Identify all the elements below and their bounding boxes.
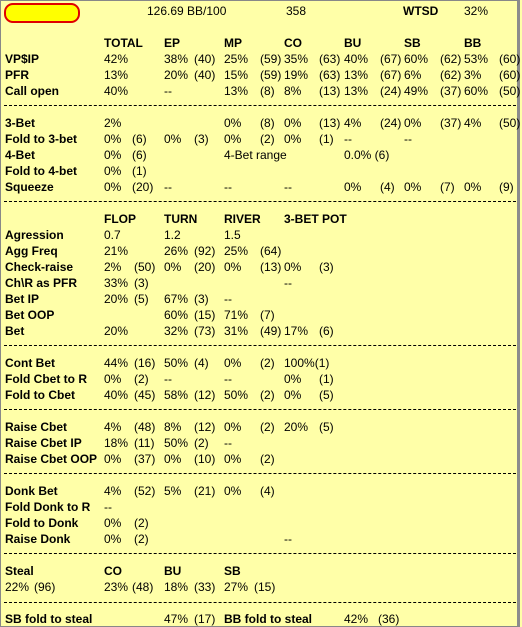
stat-cell: 13%: [224, 84, 249, 98]
stat-label: Fold to Cbet: [5, 388, 75, 402]
stat-cell: 0%: [344, 180, 362, 194]
stat-cell: (37): [134, 452, 156, 466]
stat-cell: 50%: [224, 388, 249, 402]
stat-cell: 20%: [164, 68, 189, 82]
stat-cell: (40): [194, 68, 216, 82]
stat-cell: 8%: [284, 84, 302, 98]
wtsd-value: 32%: [464, 4, 489, 18]
stat-cell: 42%: [104, 52, 129, 66]
stat-cell: (10): [194, 452, 216, 466]
stat-cell: 0%: [284, 116, 302, 130]
street-header: 3-BET POT: [284, 212, 347, 226]
stat-cell: (7): [260, 308, 275, 322]
stat-cell: (1): [132, 164, 147, 178]
stat-cell: 0%: [284, 132, 302, 146]
stat-cell: 60%: [464, 84, 489, 98]
stat-cell: (2): [194, 436, 209, 450]
steal-position: CO: [104, 564, 122, 578]
stat-cell: (2): [134, 372, 149, 386]
stat-cell: --: [224, 292, 232, 306]
stat-cell: 0%: [224, 356, 242, 370]
stat-cell: 0%: [164, 260, 182, 274]
steal-total-count: (96): [34, 580, 56, 594]
stat-label: Check-raise: [5, 260, 74, 274]
stat-cell: 71%: [224, 308, 249, 322]
stat-cell: 20%: [104, 292, 129, 306]
stat-cell: 32%: [164, 324, 189, 338]
stat-cell: 31%: [224, 324, 249, 338]
stat-cell: 2%: [104, 116, 122, 130]
stat-cell: (73): [194, 324, 216, 338]
stat-cell: 18%: [104, 436, 129, 450]
stat-cell: 13%: [344, 84, 369, 98]
stat-cell: 8%: [164, 420, 182, 434]
stat-cell: --: [104, 500, 112, 514]
stat-cell: (52): [134, 484, 156, 498]
stat-cell: (50): [499, 116, 521, 130]
stat-cell: 4%: [104, 484, 122, 498]
stat-label: Bet: [5, 324, 25, 338]
section-divider: [4, 409, 516, 410]
stat-cell: (3): [134, 276, 149, 290]
stat-cell: (4): [380, 180, 395, 194]
stat-cell: --: [284, 180, 292, 194]
stat-cell: 60%: [164, 308, 189, 322]
stat-cell: (49): [260, 324, 282, 338]
stat-cell: 20%: [104, 324, 129, 338]
stat-cell: (63): [319, 52, 341, 66]
steal-count: (48): [132, 580, 154, 594]
stat-cell: (6): [132, 148, 147, 162]
stat-cell: (2): [260, 420, 275, 434]
steal-total: 22%: [5, 580, 30, 594]
stat-cell: 0%: [104, 532, 122, 546]
stat-cell: 38%: [164, 52, 189, 66]
stat-cell: 50%: [164, 356, 189, 370]
stat-cell: (63): [319, 68, 341, 82]
stat-cell: (9): [499, 180, 514, 194]
stat-cell: 0%: [164, 132, 182, 146]
stat-cell: (59): [260, 68, 282, 82]
stat-cell: (2): [134, 516, 149, 530]
steal-position: SB: [224, 564, 241, 578]
stat-cell: 60%: [404, 52, 429, 66]
stat-cell: (2): [260, 452, 275, 466]
section-divider: [4, 602, 516, 603]
stat-cell: (20): [132, 180, 154, 194]
stat-label: Squeeze: [5, 180, 54, 194]
steal-count: (33): [194, 580, 216, 594]
stat-cell: (24): [380, 116, 402, 130]
stat-cell: (20): [194, 260, 216, 274]
street-header: RIVER: [224, 212, 261, 226]
stat-cell: 40%: [104, 84, 129, 98]
stat-cell: (4): [260, 484, 275, 498]
stat-cell: (60): [499, 68, 521, 82]
stat-cell: (67): [380, 68, 402, 82]
stat-cell: 20%: [284, 420, 309, 434]
stat-cell: (62): [440, 68, 462, 82]
stat-cell: 0%: [224, 420, 242, 434]
stat-cell: (40): [194, 52, 216, 66]
stat-label: Fold to 4-bet: [5, 164, 77, 178]
stat-cell: 2%: [104, 260, 122, 274]
stat-cell: (62): [440, 52, 462, 66]
stat-cell: --: [224, 436, 232, 450]
stat-label: Raise Donk: [5, 532, 71, 546]
stat-cell: (1): [319, 372, 334, 386]
stat-cell: 44%: [104, 356, 129, 370]
stat-cell: 0%: [104, 372, 122, 386]
stat-cell: (64): [260, 244, 282, 258]
stat-cell: 0%: [284, 260, 302, 274]
section-divider: [4, 105, 516, 106]
sb-fold-count: (17): [194, 612, 216, 626]
hands-count: 358: [286, 4, 307, 18]
stat-cell: --: [344, 132, 352, 146]
stat-cell: (2): [134, 532, 149, 546]
stat-cell: 35%: [284, 52, 309, 66]
stat-cell: (11): [134, 436, 155, 450]
stat-cell: 5%: [164, 484, 182, 498]
steal-count: (15): [254, 580, 276, 594]
stat-cell: 50%: [164, 436, 189, 450]
stat-cell: (48): [134, 420, 156, 434]
position-header: BU: [344, 36, 362, 50]
stat-label: Bet IP: [5, 292, 40, 306]
stat-cell: (3): [319, 260, 334, 274]
stat-label: Fold Donk to R: [5, 500, 91, 514]
stat-cell: 4%: [104, 420, 122, 434]
steal-value: 27%: [224, 580, 249, 594]
stat-cell: 0%: [104, 164, 122, 178]
stat-cell: 33%: [104, 276, 129, 290]
steal-position: BU: [164, 564, 182, 578]
player-name-tag[interactable]: [4, 3, 80, 23]
stat-cell: 0%: [224, 452, 242, 466]
stat-cell: 0%: [104, 180, 122, 194]
stat-cell: 13%: [104, 68, 129, 82]
stat-cell: 4%: [464, 116, 482, 130]
stat-cell: 0%: [104, 452, 122, 466]
stat-cell: --: [224, 372, 232, 386]
stat-label: Donk Bet: [5, 484, 58, 498]
sb-fold-label: SB fold to steal: [5, 612, 93, 626]
section-divider: [4, 553, 516, 554]
stat-cell: --: [164, 84, 172, 98]
stat-cell: (37): [440, 116, 462, 130]
stat-cell: (45): [134, 388, 156, 402]
stat-label: Agression: [5, 228, 64, 242]
stat-cell: (13): [319, 116, 341, 130]
stat-cell: (92): [194, 244, 216, 258]
stat-cell: 15%: [224, 68, 249, 82]
stat-label: Bet OOP: [5, 308, 55, 322]
stat-cell: 25%: [224, 52, 249, 66]
stat-label: Fold Cbet to R: [5, 372, 87, 386]
position-header: EP: [164, 36, 181, 50]
stat-cell: (21): [194, 484, 216, 498]
stat-cell: 100%(1): [284, 356, 330, 370]
stat-cell: --: [164, 372, 172, 386]
stat-cell: 0%: [104, 516, 122, 530]
stat-cell: (2): [260, 132, 275, 146]
stat-cell: 0%: [404, 180, 422, 194]
stat-label: Ch\R as PFR: [5, 276, 78, 290]
section-divider: [4, 201, 516, 202]
stat-cell: (12): [194, 420, 216, 434]
stat-cell: (7): [440, 180, 455, 194]
stat-cell: 6%: [404, 68, 422, 82]
stat-cell: 26%: [164, 244, 189, 258]
stat-cell: (67): [380, 52, 402, 66]
stat-cell: 0.0% (6): [344, 148, 390, 162]
stat-cell: (24): [380, 84, 402, 98]
stat-cell: (60): [499, 52, 521, 66]
stat-cell: 0%: [284, 372, 302, 386]
stat-cell: 4%: [344, 116, 362, 130]
stat-cell: (4): [194, 356, 209, 370]
stat-label: 3-Bet: [5, 116, 36, 130]
stat-label: Fold to Donk: [5, 516, 79, 530]
stat-cell: --: [224, 180, 232, 194]
stat-cell: (2): [260, 388, 275, 402]
stat-cell: 0%: [224, 484, 242, 498]
stat-cell: (5): [319, 388, 334, 402]
stat-cell: (16): [134, 356, 156, 370]
stat-cell: 0%: [164, 452, 182, 466]
position-header: CO: [284, 36, 302, 50]
stat-cell: --: [284, 532, 292, 546]
stat-cell: (6): [319, 324, 334, 338]
stat-label: Call open: [5, 84, 60, 98]
stat-cell: --: [404, 132, 412, 146]
stat-cell: (6): [132, 132, 147, 146]
stat-cell: 67%: [164, 292, 189, 306]
stat-cell: (5): [134, 292, 149, 306]
section-divider: [4, 345, 516, 346]
stat-cell: (37): [440, 84, 462, 98]
street-header: FLOP: [104, 212, 136, 226]
stat-label: Cont Bet: [5, 356, 55, 370]
stat-cell: (15): [194, 308, 216, 322]
stat-cell: --: [164, 180, 172, 194]
stat-cell: 0%: [224, 132, 242, 146]
steal-value: 23%: [104, 580, 129, 594]
sb-fold-value: 47%: [164, 612, 189, 626]
wtsd-label: WTSD: [403, 4, 439, 18]
stat-cell: (8): [260, 84, 275, 98]
stat-label: PFR: [5, 68, 29, 82]
stat-cell: (3): [194, 132, 209, 146]
stat-cell: (12): [194, 388, 216, 402]
position-header: BB: [464, 36, 482, 50]
bb-fold-value: 42%: [344, 612, 369, 626]
stat-cell: 53%: [464, 52, 489, 66]
section-divider: [4, 473, 516, 474]
bb-fold-label: BB fold to steal: [224, 612, 313, 626]
stat-label: Fold to 3-bet: [5, 132, 77, 146]
stat-cell: (50): [134, 260, 156, 274]
stat-cell: (2): [260, 356, 275, 370]
stat-cell: 4-Bet range: [224, 148, 287, 162]
stat-cell: (5): [319, 420, 334, 434]
stat-cell: --: [284, 276, 292, 290]
stat-label: 4-Bet: [5, 148, 36, 162]
street-header: TURN: [164, 212, 198, 226]
position-header: MP: [224, 36, 242, 50]
steal-value: 18%: [164, 580, 189, 594]
stat-cell: 49%: [404, 84, 429, 98]
stat-cell: 1.2: [164, 228, 181, 242]
stat-cell: 19%: [284, 68, 309, 82]
stat-label: VP$IP: [5, 52, 40, 66]
steal-title: Steal: [5, 564, 34, 578]
stat-cell: 0.7: [104, 228, 121, 242]
stat-cell: 0%: [224, 116, 242, 130]
stat-cell: 3%: [464, 68, 482, 82]
stat-cell: 25%: [224, 244, 249, 258]
stat-cell: 40%: [104, 388, 129, 402]
stat-label: Agg Freq: [5, 244, 58, 258]
stat-cell: 1.5: [224, 228, 241, 242]
stat-label: Raise Cbet IP: [5, 436, 82, 450]
stat-cell: 40%: [344, 52, 369, 66]
stat-cell: (3): [194, 292, 209, 306]
stat-cell: (50): [499, 84, 521, 98]
stat-label: Raise Cbet: [5, 420, 68, 434]
stat-cell: 13%: [344, 68, 369, 82]
stat-cell: 0%: [284, 388, 302, 402]
stat-cell: 0%: [464, 180, 482, 194]
stat-cell: 0%: [104, 132, 122, 146]
position-header: TOTAL: [104, 36, 143, 50]
stat-cell: 21%: [104, 244, 129, 258]
bb-fold-count: (36): [378, 612, 400, 626]
stat-cell: 0%: [104, 148, 122, 162]
position-header: SB: [404, 36, 421, 50]
stat-cell: 0%: [404, 116, 422, 130]
stat-cell: 58%: [164, 388, 189, 402]
stat-label: Raise Cbet OOP: [5, 452, 98, 466]
stat-cell: (59): [260, 52, 282, 66]
stat-cell: (13): [260, 260, 282, 274]
stat-cell: (1): [319, 132, 334, 146]
winrate-value: 126.69 BB/100: [147, 4, 227, 18]
stat-cell: 17%: [284, 324, 309, 338]
stat-cell: 0%: [224, 260, 242, 274]
stat-cell: (13): [319, 84, 341, 98]
stat-cell: (8): [260, 116, 275, 130]
